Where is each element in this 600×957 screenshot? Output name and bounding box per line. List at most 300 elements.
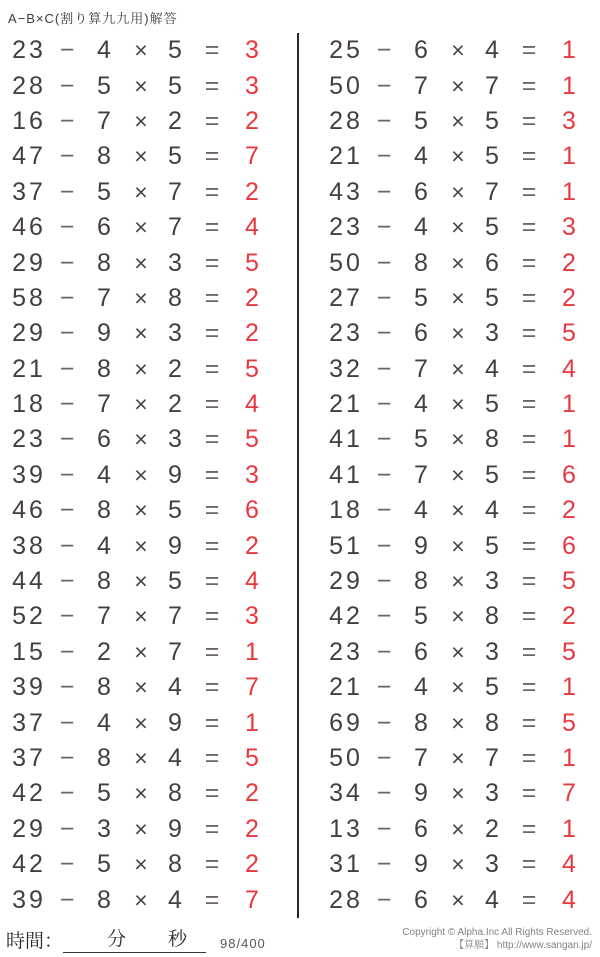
operand-a: 47 (12, 142, 46, 171)
answer-value: 6 (562, 531, 576, 560)
problem-row (325, 104, 600, 139)
minus-sign: − (59, 637, 75, 666)
equals-sign: = (521, 850, 537, 879)
multiply-sign: × (451, 391, 465, 418)
operand-c: 3 (168, 425, 182, 454)
equals-sign: = (204, 744, 220, 772)
equals-sign: = (204, 213, 220, 242)
operand-b: 4 (97, 460, 111, 489)
multiply-sign: × (451, 709, 465, 736)
problem-row (8, 564, 297, 599)
problem-row (8, 139, 297, 174)
footer (0, 918, 600, 957)
minus-sign: − (376, 425, 392, 454)
operand-b: 8 (414, 248, 428, 277)
operand-c: 5 (485, 142, 499, 171)
minus-sign: − (376, 814, 392, 843)
problem-row (8, 705, 297, 740)
multiply-sign: × (451, 214, 465, 241)
multiply-sign: × (134, 532, 148, 559)
problem-row (325, 422, 600, 457)
operand-c: 4 (485, 885, 499, 914)
problem-row (325, 210, 600, 245)
minus-sign: − (59, 283, 75, 312)
minus-sign: − (59, 36, 75, 65)
multiply-sign: × (451, 178, 465, 205)
multiply-sign: × (134, 851, 148, 878)
minus-sign: − (376, 319, 392, 348)
minus-sign: − (59, 496, 75, 525)
problems-column-right (299, 33, 600, 918)
operand-a: 23 (329, 213, 363, 242)
operand-b: 7 (97, 602, 111, 631)
minus-sign: − (59, 602, 75, 631)
answer-value: 1 (562, 71, 576, 100)
operand-c: 7 (168, 602, 182, 631)
equals-sign: = (204, 71, 220, 100)
operand-a: 46 (12, 496, 46, 525)
minus-sign: − (376, 885, 392, 914)
equals-sign: = (521, 71, 537, 100)
equals-sign: = (521, 248, 537, 277)
equals-sign: = (521, 390, 537, 419)
answer-value: 6 (562, 460, 576, 489)
multiply-sign: × (451, 603, 465, 630)
equals-sign: = (521, 744, 537, 772)
minus-sign: − (376, 71, 392, 100)
operand-a: 37 (12, 177, 46, 206)
answer-value: 1 (562, 673, 576, 702)
problem-row (8, 882, 297, 917)
answer-value: 4 (562, 354, 576, 383)
operand-c: 5 (485, 213, 499, 242)
minus-sign: − (59, 425, 75, 454)
equals-sign: = (204, 673, 220, 702)
equals-sign: = (521, 814, 537, 843)
operand-b: 5 (97, 779, 111, 808)
multiply-sign: × (451, 886, 465, 913)
multiply-sign: × (451, 143, 465, 170)
operand-a: 21 (329, 390, 363, 419)
minus-sign: − (59, 708, 75, 737)
operand-a: 69 (329, 708, 363, 737)
operand-b: 4 (97, 531, 111, 560)
answer-value: 3 (245, 71, 259, 100)
equals-sign: = (521, 36, 537, 65)
problem-row (325, 705, 600, 740)
equals-sign: = (521, 567, 537, 596)
equals-sign: = (204, 460, 220, 489)
answer-value: 5 (562, 708, 576, 737)
equals-sign: = (204, 248, 220, 277)
problem-row (8, 812, 297, 847)
answer-value: 2 (245, 283, 259, 312)
problem-row (325, 175, 600, 210)
equals-sign: = (204, 850, 220, 879)
minus-sign: − (59, 177, 75, 206)
operand-c: 4 (485, 496, 499, 525)
operand-c: 5 (168, 71, 182, 100)
operand-a: 46 (12, 213, 46, 242)
operand-a: 23 (12, 36, 46, 65)
answer-value: 1 (562, 814, 576, 843)
operand-a: 51 (329, 531, 363, 560)
problem-row (8, 599, 297, 634)
minus-sign: − (376, 602, 392, 631)
operand-c: 3 (168, 319, 182, 348)
problems-column-left (0, 33, 297, 918)
operand-c: 5 (168, 567, 182, 596)
answer-value: 2 (245, 531, 259, 560)
operand-c: 4 (485, 354, 499, 383)
problem-row (8, 776, 297, 811)
minus-sign: − (376, 744, 392, 772)
minus-sign: − (59, 779, 75, 808)
multiply-sign: × (134, 745, 148, 771)
operand-a: 50 (329, 71, 363, 100)
equals-sign: = (521, 425, 537, 454)
equals-sign: = (521, 779, 537, 808)
minus-sign: − (376, 142, 392, 171)
operand-b: 6 (414, 814, 428, 843)
problem-row (8, 741, 297, 776)
operand-c: 8 (168, 283, 182, 312)
operand-b: 9 (414, 850, 428, 879)
operand-b: 8 (97, 673, 111, 702)
operand-b: 5 (97, 71, 111, 100)
problem-row (325, 68, 600, 103)
operand-a: 28 (12, 71, 46, 100)
problem-row (325, 741, 600, 776)
operand-c: 2 (485, 814, 499, 843)
operand-a: 25 (329, 36, 363, 65)
operand-b: 6 (414, 177, 428, 206)
multiply-sign: × (451, 497, 465, 524)
problems-area (0, 33, 600, 918)
equals-sign: = (521, 142, 537, 171)
problem-row (8, 458, 297, 493)
minus-sign: − (59, 531, 75, 560)
problem-row (325, 352, 600, 387)
operand-a: 41 (329, 425, 363, 454)
operand-b: 5 (414, 283, 428, 312)
problem-row (325, 847, 600, 882)
multiply-sign: × (134, 780, 148, 807)
operand-c: 2 (168, 354, 182, 383)
equals-sign: = (521, 319, 537, 348)
seconds-label: 秒 (168, 929, 188, 950)
operand-a: 43 (329, 177, 363, 206)
problem-row (8, 175, 297, 210)
problem-row (8, 670, 297, 705)
minus-sign: − (59, 354, 75, 383)
operand-c: 7 (168, 637, 182, 666)
operand-a: 34 (329, 779, 363, 808)
equals-sign: = (204, 885, 220, 914)
minus-sign: − (376, 779, 392, 808)
operand-b: 8 (97, 496, 111, 525)
answer-value: 5 (562, 567, 576, 596)
equals-sign: = (204, 708, 220, 737)
operand-a: 21 (329, 142, 363, 171)
equals-sign: = (204, 602, 220, 631)
operand-a: 50 (329, 744, 363, 772)
problem-row (325, 812, 600, 847)
operand-b: 7 (414, 354, 428, 383)
operand-c: 6 (485, 248, 499, 277)
operand-a: 39 (12, 460, 46, 489)
minus-sign: − (376, 673, 392, 702)
problem-row (8, 847, 297, 882)
multiply-sign: × (134, 638, 148, 665)
operand-b: 5 (414, 106, 428, 135)
operand-b: 4 (414, 496, 428, 525)
minus-sign: − (376, 567, 392, 596)
operand-c: 9 (168, 814, 182, 843)
page-number: 98/400 (220, 936, 266, 951)
equals-sign: = (204, 425, 220, 454)
minus-sign: − (376, 390, 392, 419)
answer-value: 2 (245, 319, 259, 348)
problem-row (8, 635, 297, 670)
minus-sign: − (59, 460, 75, 489)
operand-c: 5 (485, 283, 499, 312)
multiply-sign: × (134, 72, 148, 99)
operand-b: 5 (414, 425, 428, 454)
answer-value: 5 (245, 248, 259, 277)
operand-a: 23 (329, 637, 363, 666)
copyright-line2: 【算願】 http://www.sangan.jp/ (454, 940, 592, 951)
operand-c: 5 (168, 142, 182, 171)
equals-sign: = (204, 567, 220, 596)
minus-sign: − (59, 106, 75, 135)
answer-value: 7 (245, 673, 259, 702)
problem-row (325, 387, 600, 422)
operand-a: 21 (329, 673, 363, 702)
minus-sign: − (59, 673, 75, 702)
minus-sign: − (59, 850, 75, 879)
minus-sign: − (376, 637, 392, 666)
multiply-sign: × (451, 745, 465, 771)
operand-c: 9 (168, 531, 182, 560)
operand-a: 39 (12, 673, 46, 702)
multiply-sign: × (134, 249, 148, 276)
answer-value: 4 (562, 850, 576, 879)
operand-b: 7 (414, 744, 428, 772)
answer-value: 3 (562, 106, 576, 135)
operand-b: 4 (414, 142, 428, 171)
minus-sign: − (59, 213, 75, 242)
problem-row (325, 493, 600, 528)
operand-b: 4 (97, 36, 111, 65)
multiply-sign: × (451, 72, 465, 99)
equals-sign: = (521, 531, 537, 560)
equals-sign: = (204, 319, 220, 348)
operand-c: 5 (168, 496, 182, 525)
answer-value: 5 (245, 354, 259, 383)
equals-sign: = (204, 779, 220, 808)
operand-b: 6 (414, 319, 428, 348)
operand-a: 28 (329, 885, 363, 914)
operand-a: 32 (329, 354, 363, 383)
operand-a: 42 (12, 850, 46, 879)
operand-b: 2 (97, 637, 111, 666)
answer-value: 4 (245, 390, 259, 419)
operand-c: 7 (485, 177, 499, 206)
operand-c: 7 (168, 177, 182, 206)
answer-value: 2 (245, 814, 259, 843)
answer-value: 2 (562, 496, 576, 525)
problem-row (325, 776, 600, 811)
operand-a: 27 (329, 283, 363, 312)
operand-c: 3 (485, 850, 499, 879)
operand-a: 28 (329, 106, 363, 135)
answer-value: 7 (245, 142, 259, 171)
equals-sign: = (204, 177, 220, 206)
answer-value: 1 (562, 36, 576, 65)
answer-value: 4 (245, 213, 259, 242)
answer-value: 1 (562, 142, 576, 171)
operand-a: 37 (12, 744, 46, 772)
problem-row (8, 422, 297, 457)
equals-sign: = (204, 390, 220, 419)
multiply-sign: × (134, 815, 148, 842)
minus-sign: − (376, 531, 392, 560)
operand-b: 9 (414, 779, 428, 808)
answer-value: 3 (245, 460, 259, 489)
time-blank-line (63, 924, 206, 953)
minus-sign: − (59, 885, 75, 914)
equals-sign: = (521, 177, 537, 206)
problem-row (8, 281, 297, 316)
problem-row (325, 670, 600, 705)
operand-b: 8 (97, 142, 111, 171)
multiply-sign: × (134, 603, 148, 630)
operand-b: 6 (97, 213, 111, 242)
multiply-sign: × (134, 214, 148, 241)
equals-sign: = (521, 885, 537, 914)
operand-b: 8 (97, 248, 111, 277)
multiply-sign: × (134, 107, 148, 134)
minus-sign: − (59, 71, 75, 100)
operand-c: 5 (485, 673, 499, 702)
operand-b: 7 (414, 460, 428, 489)
multiply-sign: × (134, 284, 148, 311)
operand-c: 8 (485, 425, 499, 454)
answer-value: 4 (245, 567, 259, 596)
operand-a: 58 (12, 283, 46, 312)
time-label: 時間： (6, 931, 64, 952)
equals-sign: = (204, 531, 220, 560)
operand-a: 29 (329, 567, 363, 596)
problem-row (325, 528, 600, 563)
multiply-sign: × (134, 178, 148, 205)
multiply-sign: × (134, 568, 148, 595)
multiply-sign: × (451, 851, 465, 878)
operand-b: 6 (97, 425, 111, 454)
equals-sign: = (204, 106, 220, 135)
problem-row (325, 281, 600, 316)
problem-row (325, 882, 600, 917)
operand-a: 29 (12, 814, 46, 843)
answer-value: 3 (245, 36, 259, 65)
minus-sign: − (376, 283, 392, 312)
operand-c: 5 (485, 106, 499, 135)
operand-a: 18 (329, 496, 363, 525)
answer-value: 1 (562, 425, 576, 454)
minus-sign: − (59, 390, 75, 419)
problem-row (8, 387, 297, 422)
equals-sign: = (521, 460, 537, 489)
multiply-sign: × (451, 426, 465, 453)
operand-b: 9 (414, 531, 428, 560)
equals-sign: = (521, 106, 537, 135)
operand-b: 3 (97, 814, 111, 843)
operand-c: 5 (485, 460, 499, 489)
multiply-sign: × (451, 461, 465, 488)
operand-b: 4 (414, 390, 428, 419)
multiply-sign: × (134, 143, 148, 170)
operand-a: 15 (12, 637, 46, 666)
operand-c: 7 (485, 744, 499, 772)
multiply-sign: × (451, 532, 465, 559)
answer-value: 7 (245, 885, 259, 914)
minus-sign: − (376, 354, 392, 383)
operand-c: 8 (168, 779, 182, 808)
minus-sign: − (59, 744, 75, 772)
operand-b: 9 (97, 319, 111, 348)
operand-b: 8 (97, 567, 111, 596)
multiply-sign: × (134, 886, 148, 913)
multiply-sign: × (451, 107, 465, 134)
answer-value: 2 (245, 850, 259, 879)
multiply-sign: × (134, 355, 148, 382)
problem-row (8, 68, 297, 103)
problem-row (8, 316, 297, 351)
operand-c: 3 (168, 248, 182, 277)
time-entry (6, 924, 266, 953)
multiply-sign: × (134, 426, 148, 453)
answer-value: 5 (562, 637, 576, 666)
operand-a: 42 (329, 602, 363, 631)
operand-c: 3 (485, 567, 499, 596)
problem-row (8, 352, 297, 387)
problem-row (8, 245, 297, 280)
operand-b: 8 (414, 567, 428, 596)
operand-a: 13 (329, 814, 363, 843)
problem-row (325, 564, 600, 599)
operand-a: 21 (12, 354, 46, 383)
equals-sign: = (521, 354, 537, 383)
operand-b: 8 (97, 744, 111, 772)
operand-a: 38 (12, 531, 46, 560)
answer-value: 7 (562, 779, 576, 808)
operand-b: 6 (414, 885, 428, 914)
answer-value: 1 (562, 744, 576, 772)
problem-row (325, 139, 600, 174)
operand-b: 4 (97, 708, 111, 737)
answer-value: 5 (245, 425, 259, 454)
equals-sign: = (204, 283, 220, 312)
minus-sign: − (376, 496, 392, 525)
answer-value: 6 (245, 496, 259, 525)
operand-c: 4 (485, 36, 499, 65)
operand-a: 42 (12, 779, 46, 808)
problem-row (8, 104, 297, 139)
answer-value: 1 (245, 708, 259, 737)
minus-sign: − (376, 708, 392, 737)
operand-b: 5 (97, 850, 111, 879)
